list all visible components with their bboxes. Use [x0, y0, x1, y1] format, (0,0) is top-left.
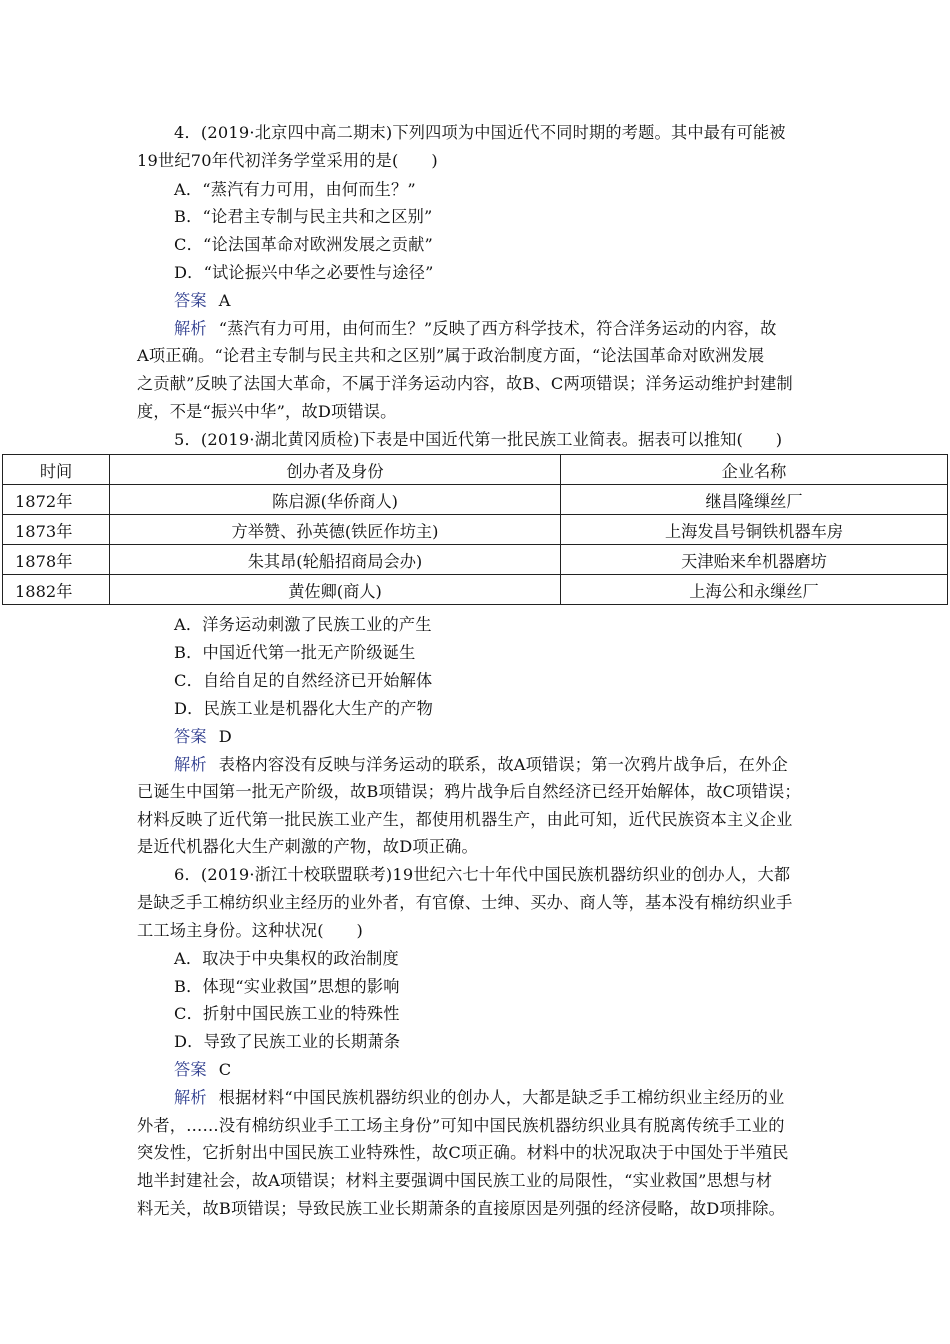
q4-option-d: D．“试论振兴中华之必要性与途径”: [174, 263, 434, 282]
q6-stem-line-2: 是缺乏手工棉纺织业主经历的业外者，有官僚、士绅、买办、商人等，基本没有棉纺织业手: [137, 893, 793, 912]
table-cell-year: 1882年: [3, 575, 110, 605]
table-cell-year: 1878年: [3, 545, 110, 575]
table-header-enterprise: 企业名称: [561, 455, 948, 485]
q6-analysis-line-4: 地半封建社会，故A项错误；材料主要强调中国民族工业的局限性，“实业救国”思想与材: [137, 1171, 773, 1190]
analysis-text: “蒸汽有力可用，由何而生？”反映了西方科学技术，符合洋务运动的内容，故: [218, 319, 777, 338]
table-cell-founder: 方举赞、孙英德(铁匠作坊主): [110, 515, 561, 545]
q5-analysis-line-4: 是近代机器化大生产刺激的产物，故D项正确。: [137, 837, 478, 856]
q6-analysis-line-2: 外者，……没有棉纺织业手工工场主身份”可知中国民族机器纺织业具有脱离传统手工业的: [137, 1116, 785, 1135]
q5-option-d: D．民族工业是机器化大生产的产物: [174, 699, 433, 718]
q4-stem-line-1: 4．(2019·北京四中高二期末)下列四项为中国近代不同时期的考题。其中最有可能被: [174, 123, 786, 142]
analysis-label: 解析: [174, 755, 207, 774]
q4-answer: [174, 291, 231, 311]
q6-option-b: B．体现“实业救国”思想的影响: [174, 977, 400, 996]
q6-analysis-line-3: 突发性，它折射出中国民族工业特殊性，故C项正确。材料中的状况取决于中国处于半殖民: [137, 1143, 789, 1162]
q4-analysis-line-2: A项正确。“论君主专制与民主共和之区别”属于政治制度方面，“论法国革命对欧洲发展: [137, 346, 765, 365]
answer-label: 答案: [174, 1060, 207, 1079]
q4-stem-line-2: 19世纪70年代初洋务学堂采用的是( ): [137, 151, 438, 170]
q5-answer: [174, 727, 232, 747]
q6-option-c: C．折射中国民族工业的特殊性: [174, 1004, 400, 1023]
q5-stem: 5．(2019·湖北黄冈质检)下表是中国近代第一批民族工业简表。据表可以推知( ): [174, 430, 783, 449]
answer-value: D: [218, 727, 232, 746]
table-row: [3, 485, 948, 515]
table-row: [3, 515, 948, 545]
analysis-label: 解析: [174, 319, 207, 338]
table-cell-enterprise: 上海公和永缫丝厂: [561, 575, 948, 605]
q4-option-a: A．“蒸汽有力可用，由何而生？”: [174, 180, 416, 199]
table-cell-year: 1872年: [3, 485, 110, 515]
q6-answer: [174, 1060, 231, 1080]
answer-value: C: [218, 1060, 232, 1079]
answer-label: 答案: [174, 727, 207, 746]
table-cell-year: 1873年: [3, 515, 110, 545]
table-cell-founder: 黄佐卿(商人): [110, 575, 561, 605]
q6-stem-line-1: 6．(2019·浙江十校联盟联考)19世纪六七十年代中国民族机器纺织业的创办人，大都: [174, 865, 791, 884]
q4-analysis-line-4: 度，不是“振兴中华”，故D项错误。: [137, 402, 397, 421]
q5-analysis-line-3: 材料反映了近代第一批民族工业产生，都使用机器生产，由此可知，近代民族资本主义企业: [137, 810, 793, 829]
q4-analysis-line-3: 之贡献”反映了法国大革命，不属于洋务运动内容，故B、C两项错误；洋务运动维护封建制: [137, 374, 793, 393]
table-header-time: 时间: [3, 455, 110, 485]
table-cell-enterprise: 上海发昌号铜铁机器车房: [561, 515, 948, 545]
industry-table: [2, 454, 948, 605]
q5-analysis-line-2: 已诞生中国第一批无产阶级，故B项错误；鸦片战争后自然经济已经开始解体，故C项错误；: [137, 782, 801, 801]
analysis-text: 根据材料“中国民族机器纺织业的创办人，大都是缺乏手工棉纺织业主经历的业: [218, 1088, 785, 1107]
q4-analysis-line-1: [174, 319, 777, 339]
table-cell-founder: 朱其昂(轮船招商局会办): [110, 545, 561, 575]
q5-option-c: C．自给自足的自然经济已开始解体: [174, 671, 433, 690]
table-header-row: [3, 455, 948, 485]
answer-value: A: [218, 291, 231, 310]
table-row: [3, 545, 948, 575]
table-header-founder: 创办者及身份: [110, 455, 561, 485]
answer-label: 答案: [174, 291, 207, 310]
table-cell-enterprise: 继昌隆缫丝厂: [561, 485, 948, 515]
q5-option-a: A．洋务运动刺激了民族工业的产生: [174, 615, 432, 634]
q4-option-c: C．“论法国革命对欧洲发展之贡献”: [174, 235, 433, 254]
q6-analysis-line-5: 料无关，故B项错误；导致民族工业长期萧条的直接原因是列强的经济侵略，故D项排除。: [137, 1199, 785, 1218]
analysis-text: 表格内容没有反映与洋务运动的联系，故A项错误；第一次鸦片战争后，在外企: [218, 755, 788, 774]
q6-analysis-line-1: [174, 1088, 784, 1108]
table-cell-enterprise: 天津贻来牟机器磨坊: [561, 545, 948, 575]
q5-option-b: B．中国近代第一批无产阶级诞生: [174, 643, 416, 662]
q6-option-a: A．取决于中央集权的政治制度: [174, 949, 399, 968]
table-cell-founder: 陈启源(华侨商人): [110, 485, 561, 515]
q6-option-d: D．导致了民族工业的长期萧条: [174, 1032, 401, 1051]
q6-stem-line-3: 工工场主身份。这种状况( ): [137, 921, 364, 940]
q5-analysis-line-1: [174, 755, 788, 775]
analysis-label: 解析: [174, 1088, 207, 1107]
table-row: [3, 575, 948, 605]
q4-option-b: B．“论君主专制与民主共和之区别”: [174, 207, 433, 226]
